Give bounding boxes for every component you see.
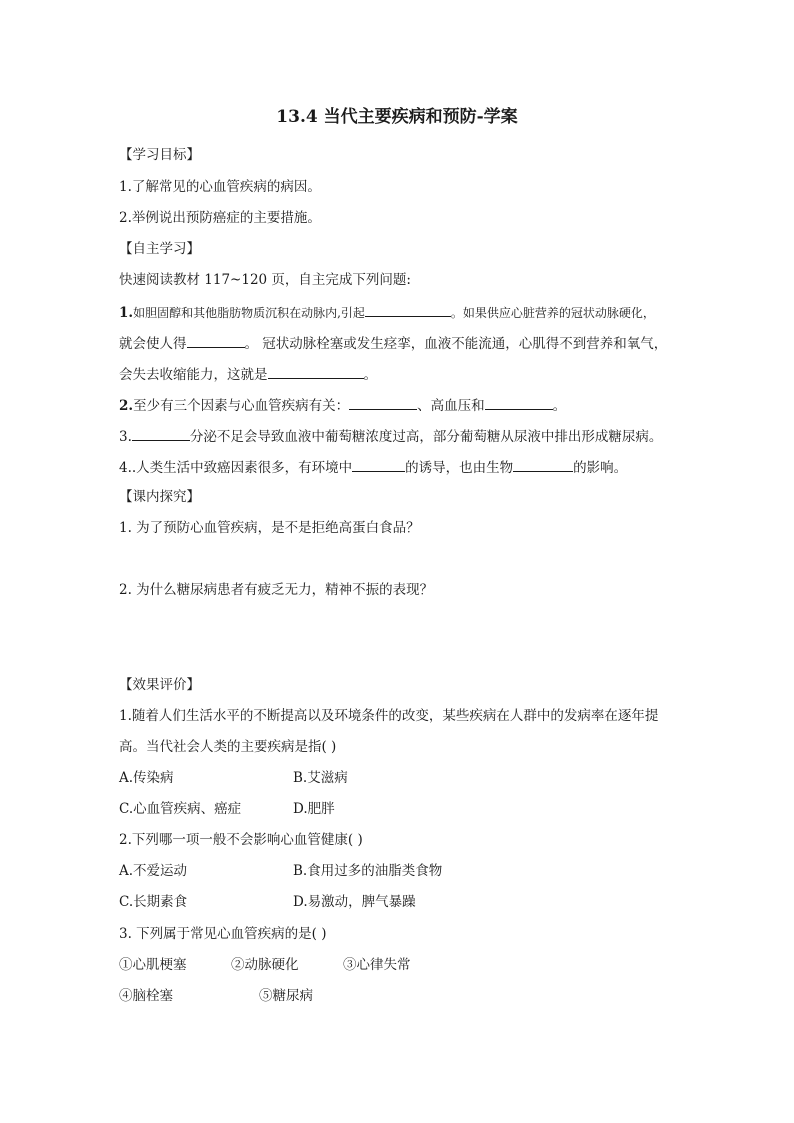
question-2	[119, 395, 566, 415]
question-4-text-c: 的影响。	[573, 460, 628, 476]
eval-question-1-line-1: 1.随着人们生活水平的不断提高以及环境条件的改变，某些疾病在人群中的发病率在逐年提	[119, 708, 659, 724]
eval-q3-option-5: ⑤糖尿病	[259, 988, 313, 1004]
eval-q3-option-3: ③心律失常	[343, 957, 411, 973]
question-1-text-d: 。 冠状动脉栓塞或发生痉挛，血液不能流通，心肌得不到营养和氧气，	[244, 336, 668, 352]
answer-blank[interactable]	[349, 395, 417, 410]
objective-item-1: 1.了解常见的心血管疾病的病因。	[119, 179, 321, 195]
inquiry-question-2: 2. 为什么糖尿病患者有疲乏无力，精神不振的表现？	[119, 582, 434, 598]
question-2-text-a: 至少有三个因素与心血管疾病有关：	[133, 398, 350, 414]
eval-question-1-line-2: 高。当代社会人类的主要疾病是指( )	[119, 739, 337, 755]
eval-question-2: 2.下列哪一项一般不会影响心血管健康( )	[119, 832, 363, 848]
question-1-line-1	[119, 302, 655, 322]
question-1-line-3	[119, 364, 377, 384]
self-study-intro: 快速阅读教材 117~120 页，自主完成下列问题:	[119, 272, 411, 288]
question-1-text-a: 如胆固醇和其他脂肪物质沉积在动脉内,引起	[133, 306, 365, 320]
answer-blank[interactable]	[365, 302, 451, 317]
question-1-text-b: 。如果供应心脏营养的冠状动脉硬化，	[450, 306, 655, 320]
eval-q2-option-b: B.食用过多的油脂类食物	[293, 863, 443, 879]
answer-blank[interactable]	[485, 395, 553, 410]
question-2-number: 2.	[119, 398, 134, 414]
eval-q1-option-d: D.肥胖	[293, 801, 335, 817]
question-2-text-c: 。	[552, 398, 567, 414]
eval-q3-option-1: ①心肌梗塞	[119, 957, 187, 973]
question-3-text: 分泌不足会导致血液中葡萄糖浓度过高，部分葡萄糖从尿液中排出形成糖尿病。	[189, 429, 663, 445]
eval-question-3: 3. 下列属于常见心血管疾病的是( )	[119, 926, 327, 942]
section-header-evaluation: 【效果评价】	[119, 677, 200, 693]
question-1-text-e: 会失去收缩能力，这就是	[119, 367, 268, 383]
page-title: 13.4 当代主要疾病和预防-学案	[276, 107, 518, 127]
question-4-text-a: 人类生活中致癌因素很多，有环境中	[136, 460, 353, 476]
eval-q1-option-c: C.心血管疾病、癌症	[119, 801, 242, 817]
question-1-text-f: 。	[363, 367, 377, 383]
question-2-text-b: 、高血压和	[417, 398, 485, 414]
eval-q3-option-4: ④脑栓塞	[119, 988, 173, 1004]
question-4-text-b: 的诱导，也由生物	[405, 460, 514, 476]
eval-q2-option-d: D.易激动，脾气暴躁	[293, 894, 416, 910]
inquiry-question-1: 1. 为了预防心血管疾病，是不是拒绝高蛋白食品？	[119, 520, 420, 536]
section-header-self-study: 【自主学习】	[119, 241, 200, 257]
answer-blank[interactable]	[513, 457, 573, 472]
question-1-text-c: 就会使人得	[119, 336, 187, 352]
question-3	[119, 426, 662, 446]
objective-item-2: 2.举例说出预防癌症的主要措施。	[119, 210, 321, 226]
answer-blank[interactable]	[352, 457, 405, 472]
question-1-number: 1.	[119, 305, 134, 321]
question-4-number: 4..	[119, 460, 137, 476]
answer-blank[interactable]	[187, 333, 245, 348]
section-header-inquiry: 【课内探究】	[119, 489, 200, 505]
answer-blank[interactable]	[268, 364, 364, 379]
eval-q1-option-a: A.传染病	[119, 770, 174, 786]
eval-q1-option-b: B.艾滋病	[293, 770, 348, 786]
eval-q2-option-a: A.不爱运动	[119, 863, 188, 879]
eval-q2-option-c: C.长期素食	[119, 894, 188, 910]
question-3-number: 3.	[119, 429, 132, 445]
question-1-line-2	[119, 333, 667, 353]
question-4	[119, 457, 627, 477]
answer-blank[interactable]	[132, 426, 190, 441]
eval-q3-option-2: ②动脉硬化	[231, 957, 299, 973]
section-header-objectives: 【学习目标】	[119, 147, 200, 163]
